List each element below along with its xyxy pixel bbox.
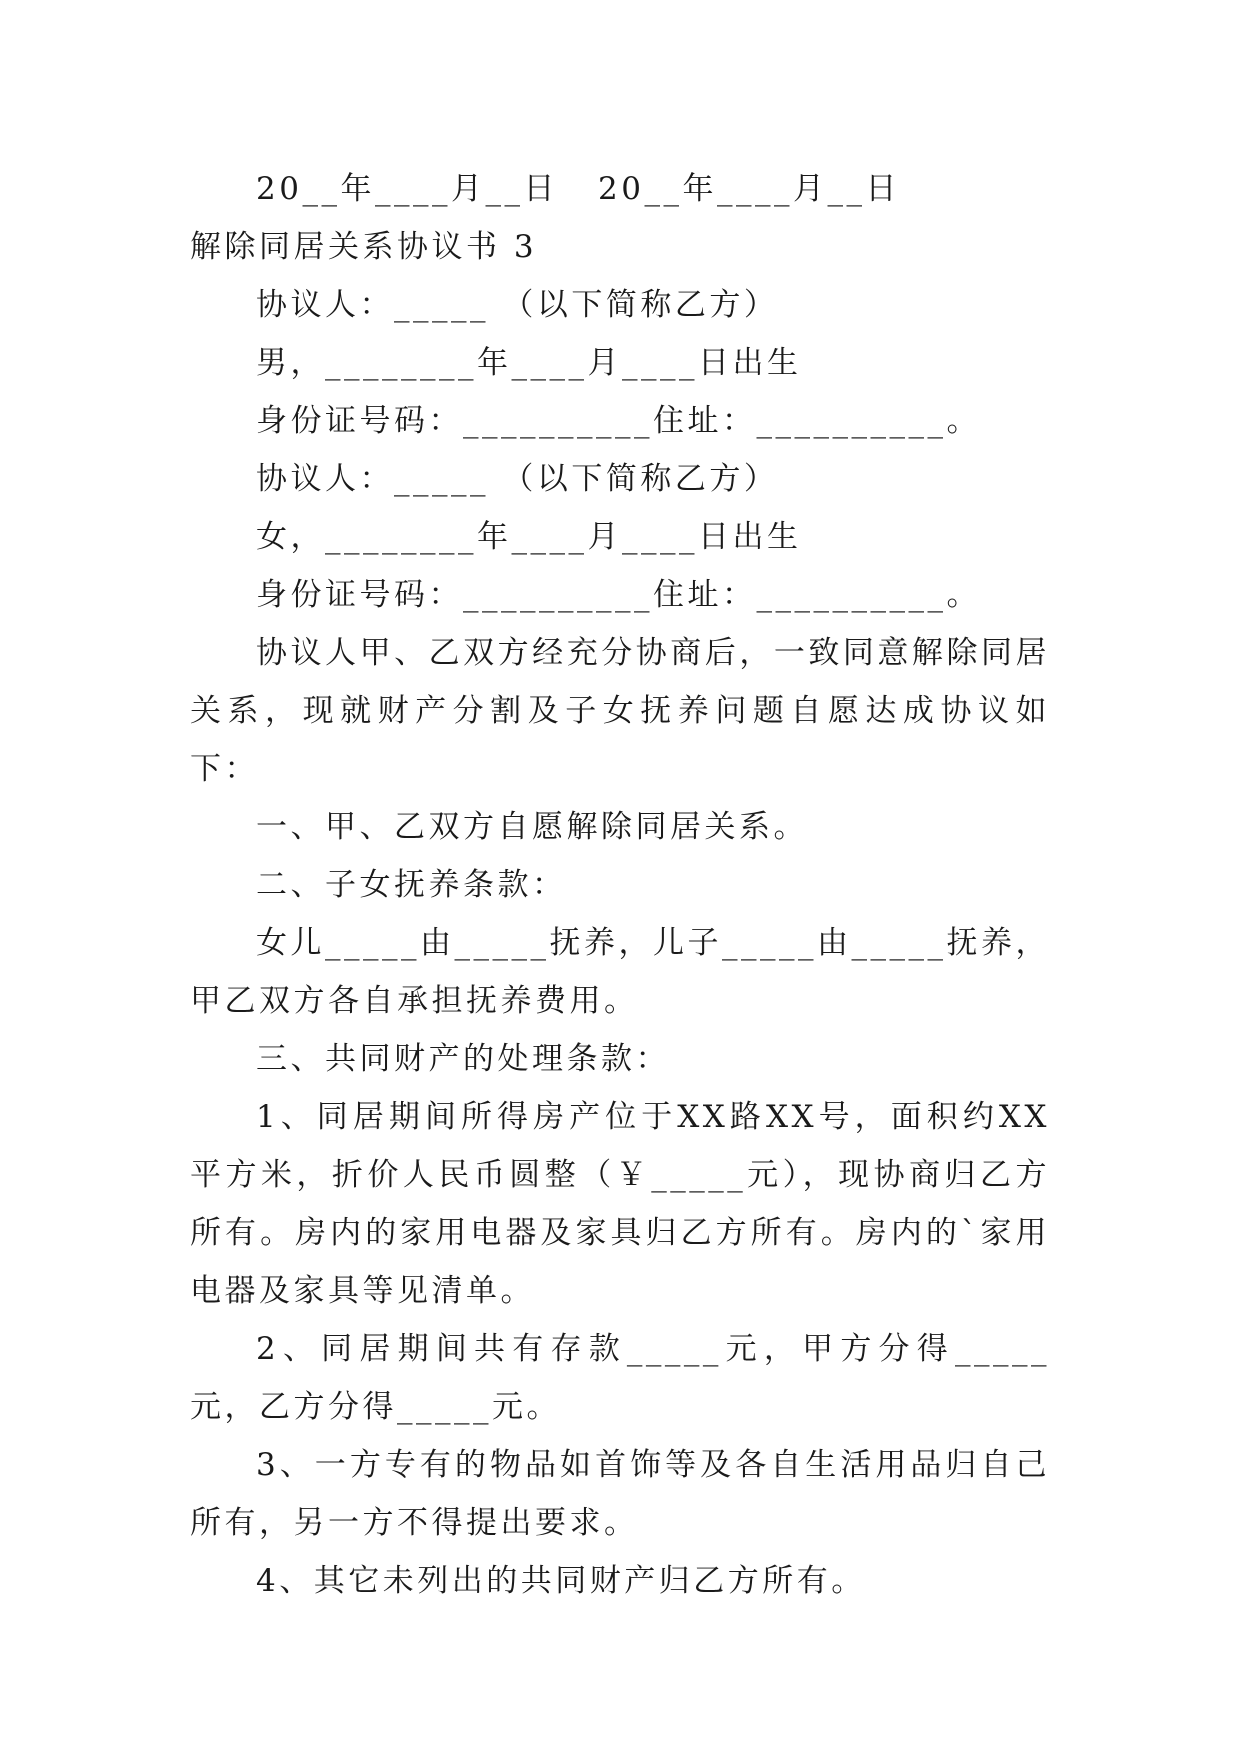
clause-2-body: 女儿_____由_____抚养，儿子_____由_____抚养，甲乙双方各自承担抚养费用。 [190, 925, 1050, 1019]
clause-1: 一、甲、乙双方自愿解除同居关系。 [256, 809, 808, 845]
clause-3-item-1: 1、同居期间所得房产位于XX路XX号，面积约XX平方米，折价人民币圆整（￥_____元），现协商归乙方所有。房内的家用电器及家具归乙方所有。房内的`家用电器及家具等见清单。 [190, 1099, 1050, 1309]
signature-date-line: 20__年____月__日 20__年____月__日 [256, 171, 900, 207]
party2-birth-line: 女，________年____月____日出生 [256, 519, 802, 555]
clause-3-item-4: 4、其它未列出的共同财产归乙方所有。 [256, 1563, 866, 1599]
clause-3-title: 三、共同财产的处理条款： [256, 1041, 670, 1077]
party2-name-line: 协议人：_____ （以下简称乙方） [256, 461, 779, 497]
document-body [190, 160, 1050, 1610]
party2-id-address-line: 身份证号码：__________住址：__________。 [256, 577, 981, 613]
clause-3-item-3: 3、一方专有的物品如首饰等及各自生活用品归自己所有，另一方不得提出要求。 [190, 1447, 1050, 1541]
clause-2-title: 二、子女抚养条款： [256, 867, 567, 903]
document-title: 解除同居关系协议书 3 [190, 229, 538, 265]
party1-id-address-line: 身份证号码：__________住址：__________。 [256, 403, 981, 439]
party1-birth-line: 男，________年____月____日出生 [256, 345, 802, 381]
intro-paragraph: 协议人甲、乙双方经充分协商后，一致同意解除同居关系，现就财产分割及子女抚养问题自愿达成协议如下： [190, 635, 1050, 787]
party1-name-line: 协议人：_____ （以下简称乙方） [256, 287, 779, 323]
clause-3-item-2: 2、同居期间共有存款_____元，甲方分得_____元，乙方分得_____元。 [190, 1331, 1050, 1425]
